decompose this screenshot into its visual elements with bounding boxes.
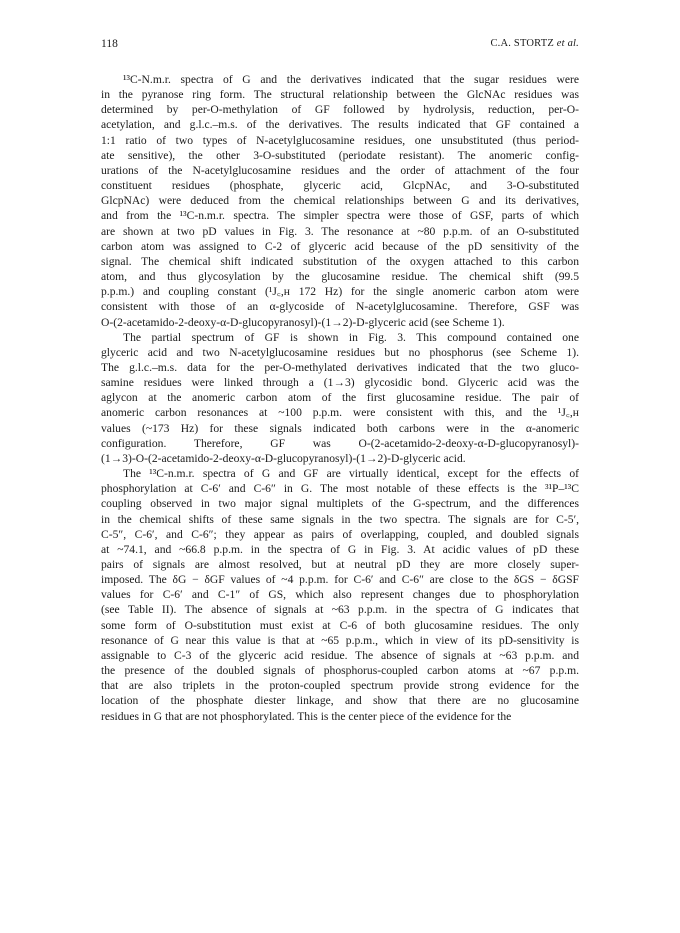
text-line: samine residues were linked through a (1→3) glycosidic bond. Glyceric acid was the (101, 376, 579, 390)
text-line: and from the ¹³C-n.m.r. spectra. The simpler spectra were those of GSF, parts of which (101, 209, 579, 223)
paragraph (101, 330, 579, 466)
text-line: C-5″, C-6′, and C-6″; they appear as pairs of overlapping, coupled, and doubled signals (101, 527, 579, 541)
text-line: constituent residues (phosphate, glyceric acid, GlcpNAc, and 3-O-substituted (101, 179, 579, 193)
text-line: urations of the N-acetylglucosamine residues and the order of attachment of the four (101, 163, 579, 177)
text-line: GlcpNAc) were deduced from the chemical relationships between G and its derivatives, (101, 194, 579, 208)
text-line: The g.l.c.–m.s. data for the per-O-methylated derivatives indicated that the two gluco- (101, 360, 579, 374)
article-body (101, 72, 579, 724)
text-line: imposed. The δG − δGF values of ~4 p.p.m. for C-6′ and C-6″ are close to the δGS − δGSF (101, 573, 579, 587)
author-name: C.A. STORTZ (490, 38, 554, 49)
author-etal: et al. (556, 38, 579, 49)
running-head (101, 38, 579, 54)
text-line: ate sensitive), the other 3-O-substituted (periodate resistant). The anomeric config- (101, 148, 579, 162)
text-line: configuration. Therefore, GF was O-(2-acetamido-2-deoxy-α-D-glucopyranosyl)- (101, 436, 579, 450)
text-line: pairs of signals are almost resolved, but at neutral pD they are more closely super- (101, 558, 579, 571)
text-line: coupling observed in two major signal multiplets of the G-spectrum, and the differences (101, 497, 579, 511)
text-line: signal. The chemical shift indicated substitution of the oxygen attached to this carbon (101, 254, 579, 268)
text-line: location of the phosphate diester linkage, and show that there are no glucosamine (101, 694, 579, 708)
text-line: in the chemical shifts of these same signals in the two spectra. The signals are for C-5′, (101, 512, 579, 526)
running-head-author (490, 38, 579, 49)
text-line: assignable to C-3 of the glyceric acid residue. The absence of signals at ~63 p.p.m. and (101, 648, 579, 662)
text-line: 1:1 ratio of two types of N-acetylglucosamine residues, one unsubstituted (thus period- (101, 133, 579, 147)
text-line: acetylation, and g.l.c.–m.s. of the derivatives. The results indicated that GF contained a (101, 118, 579, 132)
text-line: O-(2-acetamido-2-deoxy-α-D-glucopyranosyl)-(1→2)-D-glyceric acid (see Scheme 1). (101, 315, 505, 329)
paragraph (101, 466, 579, 724)
text-line: phosphorylation at C-6′ and C-6″ in G. The most notable of these effects is the ³¹P–¹³C (101, 482, 579, 496)
text-line: consistent with those of an α-glycoside of N-acetylglucosamine. Therefore, GSF was (101, 300, 579, 314)
text-line: that are also triplets in the proton-coupled spectrum provide strong evidence for the (101, 679, 579, 693)
text-line: glyceric acid and two N-acetylglucosamine residues but no phosphorus (see Scheme 1). (101, 345, 579, 359)
text-line: (see Table II). The absence of signals at ~63 p.p.m. in the spectra of G indicates that (101, 603, 579, 617)
text-line: ¹³C-N.m.r. spectra of G and the derivatives indicated that the sugar residues were (123, 73, 579, 86)
text-line: in the pyranose ring form. The structural relationship between the GlcNAc residues was (101, 88, 579, 102)
text-line: aglycon at the anomeric carbon atom of the first glucosamine residue. The pair of (101, 391, 579, 405)
text-line: residues in G that are not phosphorylated. This is the center piece of the evidence for the (101, 709, 512, 723)
text-line: carbon atom was assigned to C-2 of glyceric acid because of the pD sensitivity of the (101, 239, 579, 253)
text-line: The ¹³C-n.m.r. spectra of G and GF are virtually identical, except for the effects of (123, 467, 579, 481)
paragraph (101, 72, 579, 330)
text-line: The partial spectrum of GF is shown in Fig. 3. This compound contained one (123, 330, 579, 344)
text-line: anomeric carbon resonances at ~100 p.p.m. were consistent with this, and the ¹J꜀,ʜ (101, 406, 579, 420)
text-line: p.p.m.) and coupling constant (¹J꜀,ʜ 172 Hz) for the single anomeric carbon atom were (101, 285, 579, 299)
text-line: resonance of G near this value is that at ~65 p.p.m., which in view of its pD-sensitivity is (101, 633, 579, 647)
text-line: (1→3)-O-(2-acetamido-2-deoxy-α-D-glucopyranosyl)-(1→2)-D-glyceric acid. (101, 451, 466, 465)
text-line: values (~173 Hz) for these signals indicated both carbons were in the α-anomeric (101, 421, 579, 435)
page-number: 118 (101, 38, 118, 50)
text-line: at ~74.1, and ~66.8 p.p.m. in the spectra of G in Fig. 3. At acidic values of pD these (101, 542, 579, 556)
text-line: atom, and thus glycosylation by the glucosamine residue. The chemical shift (99.5 (101, 270, 579, 284)
text-line: values for C-6′ and C-1″ of GS, which also represent changes due to phosphorylation (101, 588, 579, 602)
text-line: determined by per-O-methylation of GF followed by hydrolysis, reduction, per-O- (101, 103, 579, 117)
text-line: some form of O-substitution must exist at C-6 of both glucosamine residues. The only (101, 618, 579, 632)
text-line: are shown at two pD values in Fig. 3. The resonance at ~80 p.p.m. of an O-substituted (101, 224, 579, 238)
text-line: the presence of the doubled signals of phosphorus-coupled carbon atoms at ~67 p.p.m. (101, 664, 579, 678)
